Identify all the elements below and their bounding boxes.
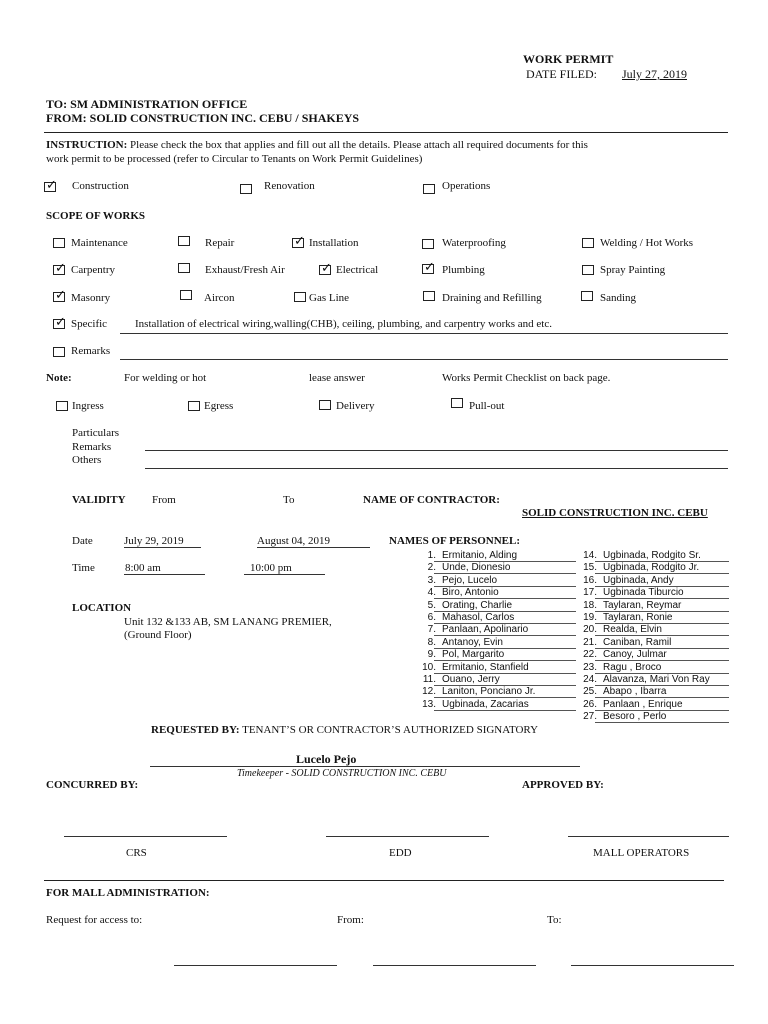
aircon-checkbox[interactable] xyxy=(180,290,192,300)
personnel-number: 22. xyxy=(583,649,597,661)
personnel-row-4 xyxy=(579,587,684,598)
note-part3: Works Permit Checklist on back page. xyxy=(442,372,611,384)
egress-checkbox[interactable] xyxy=(188,401,200,411)
personnel-name: Ouano, Jerry xyxy=(442,674,500,685)
mall-operators-signature-line xyxy=(568,836,729,837)
mall-admin-title: FOR MALL ADMINISTRATION: xyxy=(46,887,210,899)
construction-checkbox[interactable] xyxy=(44,182,56,192)
waterproofing-checkbox[interactable] xyxy=(422,239,434,249)
electrical-checkbox[interactable] xyxy=(319,265,331,275)
gas-line-label: Gas Line xyxy=(309,292,350,304)
crs-signature-line xyxy=(64,836,227,837)
personnel-row-1 xyxy=(418,550,517,561)
personnel-number: 26. xyxy=(583,698,597,710)
particulars-line-2 xyxy=(145,468,728,469)
carpentry-checkbox[interactable] xyxy=(53,265,65,275)
personnel-number: 18. xyxy=(583,599,597,611)
personnel-number: 15. xyxy=(583,562,597,574)
personnel-number: 20. xyxy=(583,624,597,636)
pull-out-checkbox[interactable] xyxy=(451,398,463,408)
personnel-name: Laniton, Ponciano Jr. xyxy=(442,686,536,698)
personnel-number: 8. xyxy=(427,636,436,648)
exhaust-checkbox[interactable] xyxy=(178,263,190,273)
personnel-row-14 xyxy=(579,711,666,722)
validity-from-label: From xyxy=(152,494,176,506)
contractor-value: SOLID CONSTRUCTION INC. CEBU xyxy=(522,507,708,519)
ingress-checkbox[interactable] xyxy=(56,401,68,411)
spray-painting-checkbox[interactable] xyxy=(582,265,594,275)
access-line[interactable] xyxy=(174,965,337,966)
specific-value: Installation of electrical wiring,walling(CHB), ceiling, plumbing, and carpentry works and etc. xyxy=(135,318,552,330)
personnel-name: Besoro , Perlo xyxy=(603,711,667,723)
delivery-checkbox[interactable] xyxy=(319,400,331,410)
construction-label: Construction xyxy=(72,180,129,192)
renovation-checkbox[interactable] xyxy=(240,184,252,194)
exhaust-label: Exhaust/Fresh Air xyxy=(205,264,285,276)
particulars-line-1 xyxy=(145,450,728,451)
personnel-number: 5. xyxy=(427,599,436,611)
date-from-underline xyxy=(124,547,201,548)
personnel-row-9 xyxy=(579,649,667,660)
date-label: Date xyxy=(72,535,93,547)
installation-label: Installation xyxy=(309,237,359,249)
personnel-row-10 xyxy=(418,662,529,673)
delivery-label: Delivery xyxy=(336,400,375,412)
date-to-underline xyxy=(257,547,370,548)
personnel-row-7 xyxy=(418,624,528,635)
personnel-name: Antanoy, Evin xyxy=(442,636,503,648)
divider xyxy=(44,132,728,133)
time-from-underline xyxy=(124,574,205,575)
personnel-row-9 xyxy=(418,649,504,660)
personnel-number: 3. xyxy=(427,574,436,586)
time-to-value: 10:00 pm xyxy=(250,562,292,574)
to-line: TO: SM ADMINISTRATION OFFICE xyxy=(46,97,248,111)
contractor-label: NAME OF CONTRACTOR: xyxy=(363,494,500,506)
personnel-row-5 xyxy=(579,600,681,611)
edd-label: EDD xyxy=(389,847,412,859)
personnel-name: Biro, Antonio xyxy=(442,587,499,599)
personnel-name: Ugbinada, Rodgito Sr. xyxy=(603,550,701,561)
personnel-number: 6. xyxy=(427,612,436,623)
note-part1: For welding or hot xyxy=(124,372,207,384)
personnel-number: 7. xyxy=(427,624,436,636)
personnel-underline xyxy=(434,710,576,711)
validity-to-label: To xyxy=(283,494,295,506)
personnel-name: Panlaan , Enrique xyxy=(603,698,683,710)
particulars-label: Particulars xyxy=(72,427,120,439)
remarks-underline xyxy=(120,359,728,360)
validity-label: VALIDITY xyxy=(72,494,126,506)
personnel-row-6 xyxy=(579,612,672,623)
personnel-row-7 xyxy=(579,624,662,635)
form-title: WORK PERMIT xyxy=(523,52,614,66)
personnel-label: NAMES OF PERSONNEL: xyxy=(389,535,520,547)
concurred-label: CONCURRED BY: xyxy=(46,779,139,791)
personnel-row-11 xyxy=(579,674,710,685)
location-label: LOCATION xyxy=(72,602,132,614)
personnel-row-8 xyxy=(579,637,671,648)
mall-operators-label: MALL OPERATORS xyxy=(593,847,690,859)
personnel-row-13 xyxy=(418,699,529,710)
divider-bottom xyxy=(44,880,724,881)
to-line[interactable] xyxy=(571,965,734,966)
personnel-underline xyxy=(595,722,729,723)
note-label: Note: xyxy=(46,372,72,384)
ingress-label: Ingress xyxy=(72,400,104,412)
personnel-number: 23. xyxy=(583,661,597,673)
signatory-role: Timekeeper - SOLID CONSTRUCTION INC. CEBU xyxy=(237,768,447,779)
personnel-name: Alavanza, Mari Von Ray xyxy=(603,674,710,685)
specific-checkbox[interactable] xyxy=(53,319,65,329)
personnel-name: Realda, Elvin xyxy=(603,624,662,636)
gas-line-checkbox[interactable] xyxy=(294,292,306,302)
maintenance-label: Maintenance xyxy=(71,237,128,249)
time-to-underline xyxy=(244,574,325,575)
signatory-underline xyxy=(150,766,580,767)
date-from-value: July 29, 2019 xyxy=(124,535,184,547)
masonry-checkbox[interactable] xyxy=(53,292,65,302)
operations-checkbox[interactable] xyxy=(423,184,435,194)
personnel-number: 1. xyxy=(427,550,436,561)
personnel-number: 19. xyxy=(583,612,597,623)
spray-painting-label: Spray Painting xyxy=(600,264,666,276)
draining-checkbox[interactable] xyxy=(423,291,435,301)
personnel-number: 13. xyxy=(422,698,436,710)
masonry-label: Masonry xyxy=(71,292,111,304)
personnel-row-12 xyxy=(418,686,535,697)
electrical-label: Electrical xyxy=(336,264,379,276)
date-filed-value: July 27, 2019 xyxy=(622,67,688,81)
installation-checkbox[interactable] xyxy=(292,238,304,248)
instruction xyxy=(46,139,588,151)
sanding-checkbox[interactable] xyxy=(581,291,593,301)
personnel-name: Ragu , Broco xyxy=(603,661,662,673)
personnel-row-12 xyxy=(579,686,666,697)
personnel-name: Ugbinada, Zacarias xyxy=(442,698,529,710)
approved-label: APPROVED BY: xyxy=(522,779,604,791)
scope-title: SCOPE OF WORKS xyxy=(46,210,146,222)
repair-label: Repair xyxy=(205,237,235,249)
instruction-label: INSTRUCTION: xyxy=(46,139,128,151)
personnel-number: 17. xyxy=(583,587,597,599)
personnel-number: 9. xyxy=(427,649,436,661)
renovation-label: Renovation xyxy=(264,180,315,192)
personnel-name: Unde, Dionesio xyxy=(442,562,511,574)
personnel-number: 14. xyxy=(583,550,597,561)
draining-label: Draining and Refilling xyxy=(442,292,542,304)
maintenance-checkbox[interactable] xyxy=(53,238,65,248)
requested-by-label: REQUESTED BY: xyxy=(151,724,240,736)
personnel-name: Pol, Margarito xyxy=(442,649,505,661)
personnel-row-3 xyxy=(418,575,497,586)
personnel-name: Orating, Charlie xyxy=(442,599,513,611)
plumbing-checkbox[interactable] xyxy=(422,264,434,274)
personnel-row-8 xyxy=(418,637,503,648)
personnel-name: Ugbinada, Rodgito Jr. xyxy=(603,562,700,574)
personnel-number: 21. xyxy=(583,636,597,648)
waterproofing-label: Waterproofing xyxy=(442,237,506,249)
specific-label: Specific xyxy=(71,318,108,330)
personnel-number: 4. xyxy=(427,587,436,599)
personnel-row-2 xyxy=(418,562,510,573)
personnel-name: Taylaran, Ronie xyxy=(603,612,673,623)
personnel-name: Panlaan, Apolinario xyxy=(442,624,529,636)
aircon-label: Aircon xyxy=(204,292,235,304)
egress-label: Egress xyxy=(204,400,234,412)
repair-checkbox[interactable] xyxy=(178,236,190,246)
carpentry-label: Carpentry xyxy=(71,264,115,276)
personnel-row-13 xyxy=(579,699,683,710)
requested-by xyxy=(151,724,538,736)
personnel-name: Pejo, Lucelo xyxy=(442,574,498,586)
crs-label: CRS xyxy=(126,847,147,859)
personnel-number: 25. xyxy=(583,686,597,698)
sanding-label: Sanding xyxy=(600,292,637,304)
personnel-name: Mahasol, Carlos xyxy=(442,612,515,623)
time-label: Time xyxy=(72,562,95,574)
personnel-row-2 xyxy=(579,562,699,573)
personnel-number: 27. xyxy=(583,711,597,723)
location-line1: Unit 132 &133 AB, SM LANANG PREMIER, xyxy=(124,616,332,628)
specific-underline xyxy=(120,333,728,334)
location-line2: (Ground Floor) xyxy=(124,629,192,641)
personnel-number: 24. xyxy=(583,674,597,685)
remarks-label: Remarks xyxy=(71,345,111,357)
welding-checkbox[interactable] xyxy=(582,238,594,248)
personnel-name: Abapo , Ibarra xyxy=(603,686,667,698)
personnel-name: Ugbinada, Andy xyxy=(603,574,674,586)
pull-out-label: Pull-out xyxy=(469,400,505,412)
personnel-row-1 xyxy=(579,550,701,561)
personnel-row-5 xyxy=(418,600,512,611)
remarks-checkbox[interactable] xyxy=(53,347,65,357)
personnel-number: 12. xyxy=(422,686,436,698)
mall-admin-from-label: From: xyxy=(337,914,364,926)
signatory-name: Lucelo Pejo xyxy=(296,752,357,766)
personnel-name: Ermitanio, Alding xyxy=(442,550,518,561)
personnel-number: 2. xyxy=(427,562,436,574)
personnel-row-10 xyxy=(579,662,661,673)
personnel-number: 11. xyxy=(422,674,436,685)
personnel-row-4 xyxy=(418,587,499,598)
personnel-name: Caniban, Ramil xyxy=(603,636,672,648)
request-access-label: Request for access to: xyxy=(46,914,143,926)
personnel-number: 16. xyxy=(583,574,597,586)
date-to-value: August 04, 2019 xyxy=(257,535,331,547)
personnel-name: Canoy, Julmar xyxy=(603,649,667,661)
plumbing-label: Plumbing xyxy=(442,264,485,276)
personnel-name: Taylaran, Reymar xyxy=(603,599,682,611)
note-part2: lease answer xyxy=(309,372,365,384)
operations-label: Operations xyxy=(442,180,491,192)
from-line[interactable] xyxy=(373,965,536,966)
others-label: Others xyxy=(72,454,102,466)
personnel-row-3 xyxy=(579,575,674,586)
personnel-name: Ugbinada Tiburcio xyxy=(603,587,684,599)
personnel-number: 10. xyxy=(422,661,436,673)
instruction-line2: work permit to be processed (refer to Circular to Tenants on Work Permit Guidelines) xyxy=(46,153,423,165)
personnel-name: Ermitanio, Stanfield xyxy=(442,661,529,673)
date-filed-label: DATE FILED: xyxy=(526,67,597,81)
welding-label: Welding / Hot Works xyxy=(600,237,694,249)
personnel-row-11 xyxy=(418,674,500,685)
edd-signature-line xyxy=(326,836,489,837)
from-line: FROM: SOLID CONSTRUCTION INC. CEBU / SHAKEYS xyxy=(46,111,360,125)
instruction-line1: Please check the box that applies and fill out all the details. Please attach all required documents for this xyxy=(130,139,588,151)
time-from-value: 8:00 am xyxy=(125,562,161,574)
mall-admin-to-label: To: xyxy=(547,914,562,926)
remarks-sub-label: Remarks xyxy=(72,441,112,453)
requested-by-sub: TENANT’S OR CONTRACTOR’S AUTHORIZED SIGNATORY xyxy=(242,724,539,736)
personnel-row-6 xyxy=(418,612,514,623)
